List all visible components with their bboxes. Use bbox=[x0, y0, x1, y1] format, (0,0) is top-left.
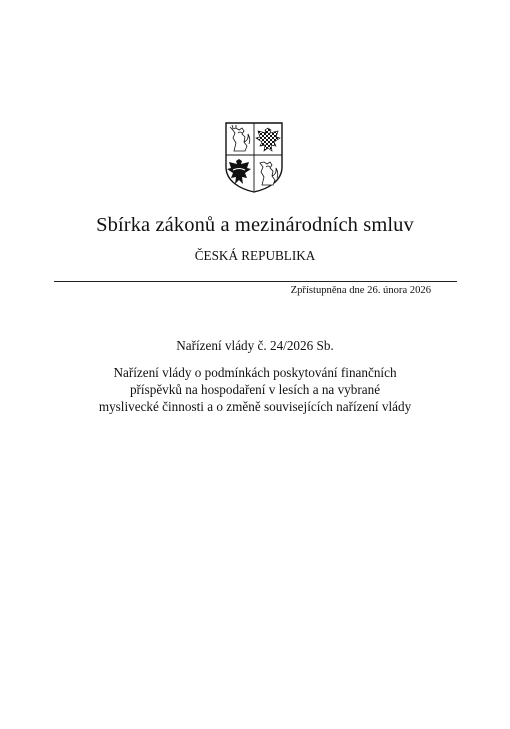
collection-title: Sbírka zákonů a mezinárodních smluv bbox=[96, 214, 414, 236]
header-divider bbox=[54, 281, 457, 282]
czech-coat-of-arms-icon bbox=[224, 121, 284, 193]
regulation-title-line: Nařízení vlády o podmínkách poskytování finančních bbox=[113, 365, 397, 380]
regulation-title-line: příspěvků na hospodaření v lesích a na vybrané bbox=[129, 382, 381, 397]
regulation-number: Nařízení vlády č. 24/2026 Sb. bbox=[176, 338, 334, 353]
regulation-title-line: myslivecké činnosti a o změně souvisejících nařízení vlády bbox=[98, 399, 412, 414]
publication-date: Zpřístupněna dne 26. února 2026 bbox=[290, 285, 431, 296]
country-name: ČESKÁ REPUBLIKA bbox=[194, 248, 316, 263]
regulation-title bbox=[0, 364, 510, 415]
